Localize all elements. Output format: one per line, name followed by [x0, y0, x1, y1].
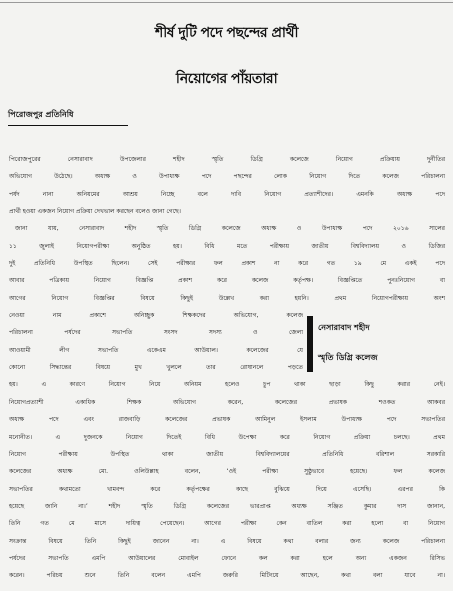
article-body-line: পর্ষদের সভাপতি এমপি আউয়ালের মোবাইল ফোনে কল করা হলে অন্য একজন রিসিভ: [9, 554, 445, 562]
article-body-line: তিনি গত মে মাসে দায়িত্ব পেয়েছেন। আগের পরীক্ষা কেন বাতিল করা হলো বা নিয়োগ: [9, 520, 445, 528]
pull-quote-bar: [307, 316, 313, 372]
article-body-line: আবার পত্রিকায় নিয়োগ বিজ্ঞপ্তি প্রকাশ করে কলেজ কর্তৃপক্ষ। বিজ্ঞপ্তিতে পুনঃনিয়োগ বা: [9, 277, 445, 285]
headline-line-1: শীর্ষ দুটি পদে পছন্দের প্রার্থী: [154, 25, 299, 41]
headline-line-2: নিয়োগের পাঁয়তারা: [175, 71, 278, 87]
article-body-line: প্রার্থী হওয়া একজন নিয়োগ প্রক্রিয়া দেখভাল করছেন বলেও জানা গেছে।: [9, 208, 181, 216]
article-body-line: করেন। পরিচয় শুনে তিনি বলেন এমপি জরুরি মিটিংয়ে আছেন, কথা বলা যাবে না।: [9, 572, 445, 580]
article-body-line: অভিযোগ উঠেছে। অধ্যক্ষ ও উপাধ্যক্ষ পদে পছন্দের লোক নিয়োগ দিতে কলেজ পরিচালনা: [9, 173, 445, 181]
article-body-line: পিরোজপুরের নেসারাবাদ উপজেলার শহীদ স্মৃতি ডিগ্রি কলেজে নিয়োগ প্রক্রিয়ায় দুর্নীতির: [9, 156, 445, 163]
article-body-line: মনোনীত। এ দুজনকে নিয়োগ দিতেই বিধি উপেক্ষা করে নিয়োগ প্রক্রিয়া চলছে। প্রথম: [9, 433, 445, 441]
article-body-line: অধ্যক্ষ পদে এবং রাজবাড়ি কলেজের প্রভাষক আমিনুল ইসলাম উপাধ্যক্ষ পদে সভাপতির: [9, 416, 445, 424]
byline: পিরোজপুর প্রতিনিধি: [8, 106, 128, 126]
article-body-line: জানা যায়, নেসারাবাদ শহীদ স্মৃতি ডিগ্রি কলেজে অধ্যক্ষ ও উপাধ্যক্ষ পদে ২০১৬ সালের: [15, 225, 445, 233]
article-body-line: নেওয়া নাম প্রকাশে অনিচ্ছুক শিক্ষকদের অভিযোগ, কলেজ: [9, 312, 303, 320]
article-body-line: পর্ষদ নানা অনিয়মের আশ্রয় নিচ্ছে বলে দাবি নিয়োগ প্রত্যাশীদের। এমনকি অধ্যক্ষ পদে: [9, 190, 445, 198]
article-body-line: কোনো সিদ্ধান্তের বিষয়ে মুখ খুললে তার রোষানলে পড়তে: [9, 364, 303, 372]
article-body-line: সংক্রান্ত বিষয়ে তিনি কিছুই জানেন না। এ বিষয়ে কথা বলার জন্য কলেজ পরিচালনা: [9, 537, 445, 545]
pull-quote-box: [307, 310, 445, 376]
pull-quote-line-2: স্মৃতি ডিগ্রি কলেজ: [318, 353, 378, 362]
article-body-line: ১১ জুলাই নিয়োগপরীক্ষা অনুষ্ঠিত হয়। বিধি মতে পরীক্ষায় জাতীয় বিশ্ববিদ্যালয় ও ডিজির: [9, 242, 445, 250]
pull-quote-line-1: নেসারাবাদ শহীদ: [318, 323, 370, 332]
article-body-line: নিয়োগপ্রত্যাশী একাধিক শিক্ষক অভিযোগ করেন, কলেজের প্রভাষক শওকত আকবর: [9, 398, 445, 406]
article-body-line: পরিচালনা পর্ষদের সভাপতি সংসদ সদস্য ও জেলা: [9, 329, 303, 337]
article-body-line: আগের নিয়োগ বিজ্ঞপ্তির বিষয়ে কিছুই উল্লেখ করা হয়নি। প্রথম নিয়োগপরীক্ষায় অংশ: [9, 294, 445, 302]
article-body-line: হয়। এ কারণে নিয়োগ নিয়ে অনিয়ম হলেও চুপ থাকা ছাড়া কিছু করার নেই।: [9, 381, 445, 389]
top-cut-rule: [0, 2, 453, 3]
article-body-line: আওয়ামী লীগ সভাপতি একেএম আউয়াল। কলেজের যে: [9, 346, 303, 354]
article-body-line: দুই প্রতিনিধি উপস্থিত ছিলেন। সেই পরীক্ষার ফল প্রকাশ না করে গত ১৯ মে একই পদে: [9, 260, 445, 268]
article-body-line: সভাপতির কথামতো খামবন্দ করে কর্তৃপক্ষের কাছে বুঝিয়ে দিয়ে এসেছি। এরপর কি: [9, 485, 445, 493]
article-body-line: কলেজের অধ্যক্ষ মো. ওলিউল্লাহ বলেন, ‘ওই পরীক্ষা সুষ্ঠুভাবে হয়েছে। ফল কলেজ: [9, 468, 445, 476]
article-body-line: হয়েছে জানি না।’ শহীদ স্মৃতি ডিগ্রি কলেজের ভারপ্রাপ্ত অধ্যক্ষ সঞ্জিত কুমার দাস জানান,: [9, 502, 445, 510]
article-body-line: নিয়োগ পরীক্ষায় উপস্থিত থাকা জাতীয় বিশ্ববিদ্যালয়ের প্রতিনিধি বরিশাল সরকারি: [9, 450, 445, 458]
